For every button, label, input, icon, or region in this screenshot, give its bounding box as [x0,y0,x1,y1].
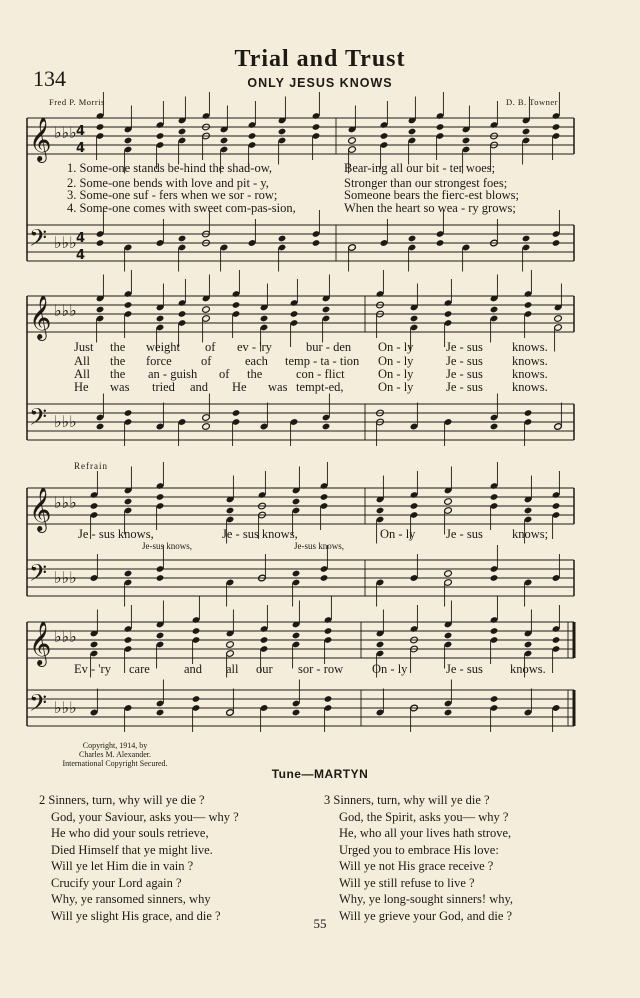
page-number: 55 [313,916,327,931]
author-credit: Fred P. Morris [49,97,105,107]
note-head [524,641,533,649]
svg-text:4: 4 [76,248,86,263]
copyright-notice [50,741,180,768]
note-head [552,636,561,644]
lyric-word: On - ly [380,527,416,541]
note-head [490,306,499,314]
svg-text:𝄞: 𝄞 [29,487,52,531]
lyric-word: sor - row [298,662,344,676]
lyric-word: tried [152,380,175,394]
note-head [178,128,187,136]
note-head [324,627,333,635]
verse-4-right: When the heart so wea - ry grows; [344,201,516,215]
note-head [156,493,165,501]
lyric-word: Je - sus [446,380,483,394]
lyric-word: On - ly [378,354,414,368]
note-head [462,137,471,145]
note-head [220,137,229,145]
stanza-line: Died Himself that ye might live. [51,842,213,857]
note-head [232,301,241,309]
note-head [380,132,389,140]
note-head [444,632,453,640]
lyric-word: On - ly [372,662,408,676]
copyright-line-2: Charles M. Alexander. [79,750,151,759]
note-head [124,498,133,506]
stanza-line: Will ye let Him die in vain ? [51,859,194,873]
note-head [522,128,531,136]
svg-text:♭♭♭: ♭♭♭ [54,233,77,252]
hymn-number: 134 [33,66,66,91]
lyric-word: Je - sus [446,662,483,676]
stanza-line: Will ye grieve your God, and die ? [339,908,513,923]
note-head [444,709,453,717]
note-head [444,310,453,318]
svg-text:♭♭♭: ♭♭♭ [54,412,77,431]
svg-text:♭♭♭: ♭♭♭ [54,493,77,512]
lyric-word: knows. [510,662,546,676]
note-head [312,239,321,247]
note-head [408,235,417,243]
lyric-word: Je - sus [446,367,483,381]
verse-2-right: Stronger than our strongest foes; [344,176,508,190]
note-head [156,709,165,717]
note-head [348,137,357,145]
copyright-line-3: International Copyright Secured. [62,759,168,768]
note-head [320,493,329,501]
system2-treble-staff [27,296,574,332]
note-head [376,641,385,649]
note-head [554,315,563,323]
lyric-word: He [232,380,247,394]
note-head [312,123,321,131]
lyric-word: and [184,662,203,676]
note-head [226,641,235,649]
lyric-word: care [129,662,150,676]
lyric-word: our [256,662,273,676]
svg-text:𝄢: 𝄢 [29,689,48,722]
system1-bass-staff [27,225,574,261]
note-head [96,306,105,314]
copyright-line-1: Copyright, 1914, by [82,741,148,750]
note-head [192,627,201,635]
stanza-line: God, your Saviour, asks you— why ? [51,809,239,824]
svg-text:♭♭♭: ♭♭♭ [54,301,77,320]
svg-text:𝄢: 𝄢 [29,559,48,592]
note-head [444,570,453,578]
note-head [178,310,187,318]
svg-text:♭♭♭: ♭♭♭ [54,627,77,646]
note-head [90,502,99,510]
svg-text:𝄞: 𝄞 [29,295,52,339]
note-head [156,315,165,323]
svg-text:♭♭♭: ♭♭♭ [54,123,77,142]
note-head [156,632,165,640]
note-head [436,239,445,247]
svg-text:4: 4 [76,231,86,246]
note-head [410,315,419,323]
lyric-word: Just [74,340,94,354]
lyric-word: con - flict [296,367,345,381]
lyric-word: On - ly [378,340,414,354]
lyric-word: All [74,354,90,368]
refrain-label: Refrain [74,461,108,471]
note-head [322,423,331,431]
lyric-word: He [74,380,89,394]
lyric-word: All [74,367,90,381]
note-head [552,123,561,131]
lyric-word: knows; [512,527,549,541]
lyric-word: an - guish [148,367,198,381]
stanza-line: He, who all your lives hath strove, [339,826,512,840]
verse-1-left: 1. Some-one stands be-hind the shad-ow, [67,161,273,175]
lyric-word: temp - ta - tion [285,354,360,368]
lyric-word: and [190,380,209,394]
note-head [202,423,211,431]
note-head [324,695,333,703]
verse-3-right: Someone bears the fierc-est blows; [344,188,519,202]
note-head [436,123,445,131]
stanza-line: Will ye slight His grace, and die ? [51,908,221,923]
lyric-word: On - ly [378,367,414,381]
lyric-word: knows. [512,354,548,368]
stanza-line: Why, ye long-sought sinners! why, [339,892,514,906]
hymn-title: Trial and Trust [234,46,406,72]
refrain-bass-lyric-1: Je-sus knows, [142,541,193,551]
note-head [178,235,187,243]
note-head [124,570,133,578]
note-head [292,570,301,578]
svg-text:𝄢: 𝄢 [29,403,48,436]
note-head [490,627,499,635]
note-head [552,502,561,510]
lyric-word: the [110,354,126,368]
note-head [278,235,287,243]
note-head [322,306,331,314]
lyric-word: force [146,354,172,368]
lyric-word: Je - sus [446,340,483,354]
note-head [292,709,301,717]
lyric-word: Je - sus [446,527,483,541]
verse-3-left: 3. Some-one suf - fers when we sor - row; [67,188,278,202]
bass-clef-icon: 𝄢 [29,224,48,257]
lyric-word: the [110,367,126,381]
hymn-subtitle: ONLY JESUS KNOWS [247,76,393,90]
lyric-word: On - ly [378,380,414,394]
note-head [260,315,269,323]
note-head [490,695,499,703]
note-head [290,310,299,318]
lyric-word: Je - sus [446,354,483,368]
verse-1-right: Bear-ing all our bit - ter woes; [344,161,496,175]
stanza-line: Will ye not His grace receive ? [339,859,494,873]
lyric-word: was [110,380,130,394]
note-head [202,306,211,314]
note-head [278,128,287,136]
stanza-2 [39,792,239,924]
stanza-line: 2 Sinners, turn, why will ye die ? [39,793,205,807]
stanza-3 [324,792,513,924]
note-head [260,636,269,644]
note-head [192,695,201,703]
svg-text:♭♭♭: ♭♭♭ [54,568,77,587]
lyric-word: the [247,367,263,381]
note-head [410,502,419,510]
note-head [124,301,133,309]
stanza-line: God, the Spirit, asks you— why ? [339,809,509,824]
lyric-word: knows. [512,367,548,381]
note-head [552,239,561,247]
lyric-word: Ev - 'ry [74,662,111,676]
composer-credit: D. B. Towner [506,97,558,107]
note-head [524,507,533,515]
lyric-word: knows. [512,380,548,394]
note-head [124,409,133,417]
lyric-word: each [245,354,268,368]
lyric-word: Je - sus knows, [222,527,298,541]
lyric-word: of [205,340,216,354]
note-head [124,636,133,644]
note-head [490,574,499,582]
refrain-bass-lyric-2: Je-sus knows, [294,541,345,551]
note-head [444,498,453,506]
stanza-line: Urged you to embrace His love: [339,842,499,857]
note-head [156,132,165,140]
tune-heading: Tune—MARTYN [271,767,369,781]
note-head [232,409,241,417]
note-head [292,498,301,506]
lyric-word: the [110,340,126,354]
note-head [408,128,417,136]
lyric-word: ev - 'ry [237,340,272,354]
verse-4-left: 4. Some-one comes with sweet com-pas-sion, [67,201,296,215]
lyric-word: bur - den [306,340,352,354]
verse-2-left: 2. Some-one bends with love and pit - y, [67,176,269,190]
note-head [320,574,329,582]
lyric-word: of [201,354,212,368]
note-head [96,239,105,247]
lyric-word: Je - sus knows, [78,527,154,541]
svg-text:♭♭♭: ♭♭♭ [54,698,77,717]
note-head [96,423,105,431]
svg-text:4: 4 [76,141,86,156]
stanza-line: Why, ye ransomed sinners, why [51,892,211,906]
lyric-word: all [226,662,239,676]
lyric-word: tempt-ed, [296,380,344,394]
lyric-word: weight [146,340,181,354]
stanza-line: Will ye still refuse to live ? [339,875,475,890]
lyric-word: was [268,380,288,394]
note-head [90,641,99,649]
note-head [490,423,499,431]
note-head [376,507,385,515]
treble-clef-icon: 𝄞 [29,117,52,161]
stanza-line: He who did your souls retrieve, [51,826,209,840]
note-head [96,123,105,131]
note-head [248,132,257,140]
svg-text:4: 4 [76,124,86,139]
stanza-line: Crucify your Lord again ? [51,875,182,890]
note-head [524,409,533,417]
note-head [524,301,533,309]
note-head [522,235,531,243]
note-head [124,137,133,145]
note-head [490,493,499,501]
lyric-word: knows. [512,340,548,354]
svg-text:𝄞: 𝄞 [29,621,52,665]
stanza-line: 3 Sinners, turn, why will ye die ? [324,793,490,807]
lyric-word: of [219,367,230,381]
note-head [226,507,235,515]
note-head [292,632,301,640]
system2-bass-staff [27,404,574,440]
note-head [156,574,165,582]
